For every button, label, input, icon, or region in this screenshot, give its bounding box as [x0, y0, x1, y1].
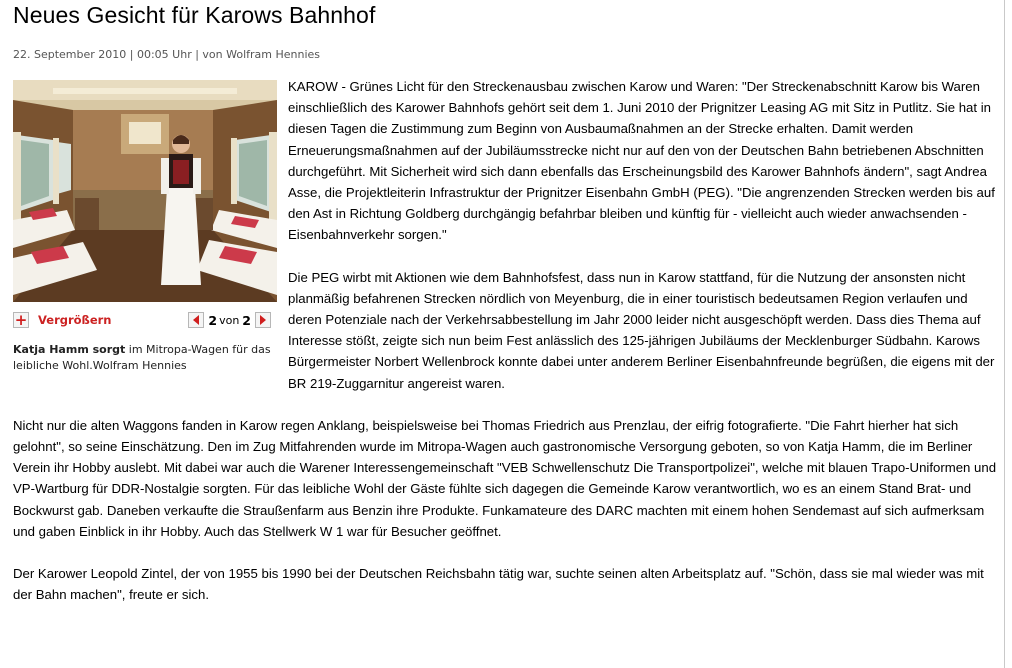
article-body [13, 76, 1003, 605]
gallery-current: 2 [208, 312, 218, 328]
article-meta: 22. September 2010 | 00:05 Uhr | von Wolfram Hennies [13, 48, 321, 61]
enlarge-label: Vergrößern [38, 313, 112, 327]
caption-rest: im Mitropa-Wagen für das leibliche Wohl.Wolfram Hennies [13, 343, 271, 372]
caption-bold: Katja Hamm sorgt [13, 343, 126, 356]
gallery-of: von [219, 313, 240, 327]
plus-icon: + [14, 311, 28, 329]
gallery-total: 2 [242, 312, 251, 328]
paragraph: Nicht nur die alten Waggons fanden in Karow regen Anklang, beispielsweise bei Thomas Friedrich aus Prenzlau, der eifrig fotografierte. "Die Fahrt hierher hat sich gelohnt", so seine Einschätzung. Den im Zug Mitfahrenden wurde im Mitropa-Wagen auch gastronomische Versorgung geboten, so von Katja Hamm, die im Berliner Verein ihr Hobby auslebt. Mit dabei war auch die Warener Interessengemeinschaft "VEB Schwellenschutz Die Transportpolizei", welche mit blauen Trapo-Uniformen und VP-Wartburg für DDR-Nostalgie sorgten. Für das leibliche Wohl der Gäste fühlte sich dagegen die Gemeinde Karow verantwortlich, wo es an einem Stand Brat- und Bockwurst gab. Daneben verkaufte die Straußenfarm aus Benzin ihre Produkte. Funkamateure des DARC machten mit einem hohen Sendemast auf sich aufmerksam und gaben Einblick in ihr Hobby. Auch das Stellwerk W 1 war für Besucher geöffnet. [13, 417, 997, 539]
paragraph: Die PEG wirbt mit Aktionen wie dem Bahnhofsfest, dass nun in Karow stattfand, für die Nutzung der ansonsten nicht planmäßig befahrenen Strecken nördlich von Meyenburg, die in einer touristisch bedeutsamen Region verlaufen und deren Potenziale nach der Verkehrsabbestellung im Jahr 2000 leider nicht ausgeschöpft werden. Dass dies Thema auf Interesse stößt, zeigte sich nun beim Fest anlässlich des 125-jährigen Jubiläums der Mecklenburger Südbahn. Karows Bürgermeister Norbert Wellenbrock konnte dabei unter anderem Berliner Eisenbahnfreunde begrüßen, die eigens mit der BR 219-Zuggarnitur angereist waren. [288, 269, 995, 391]
page-edge-line [1004, 0, 1005, 668]
paragraph: Der Karower Leopold Zintel, der von 1955 bis 1990 bei der Deutschen Reichsbahn tätig war, suchte seinen alten Arbeitsplatz auf. "Schön, dass sie mal wieder was mit der Bahn machen", freute er sich. [13, 566, 984, 603]
article-title: Neues Gesicht für Karows Bahnhof [13, 2, 376, 28]
paragraph: KAROW - Grünes Licht für den Streckenausbau zwischen Karow und Waren: "Der Streckenabschnitt Karow bis Waren einschließlich des Karower Bahnhofs gehört seit dem 1. Juni 2010 der Prignitzer Leasing AG mit Sitz in Putlitz. Sie hat in diesen Tagen die Zustimmung zum Beginn von Ausbaumaßnahmen an der Strecke erhalten. Damit werden Erneuerungsmaßnahmen auf der Jubiläumsstrecke nicht nur auf den von der Deutschen Bahn betriebenen Abschnitten durchgeführt. Mit Sicherheit wird sich dann ebenfalls das Erscheinungsbild des Karower Bahnhofs ändern", sagt Andrea Asse, die Projektleiterin Infrastruktur der Prignitzer Eisenbahn GmbH (PEG). "Die angrenzenden Strecken werden bis auf den Ast in Richtung Goldberg durchgängig befahrbar bleiben und künftig für - vielleicht auch wieder anwachsenden - Eisenbahnverkehr sorgen." [288, 79, 995, 243]
image-spacer [13, 76, 288, 394]
